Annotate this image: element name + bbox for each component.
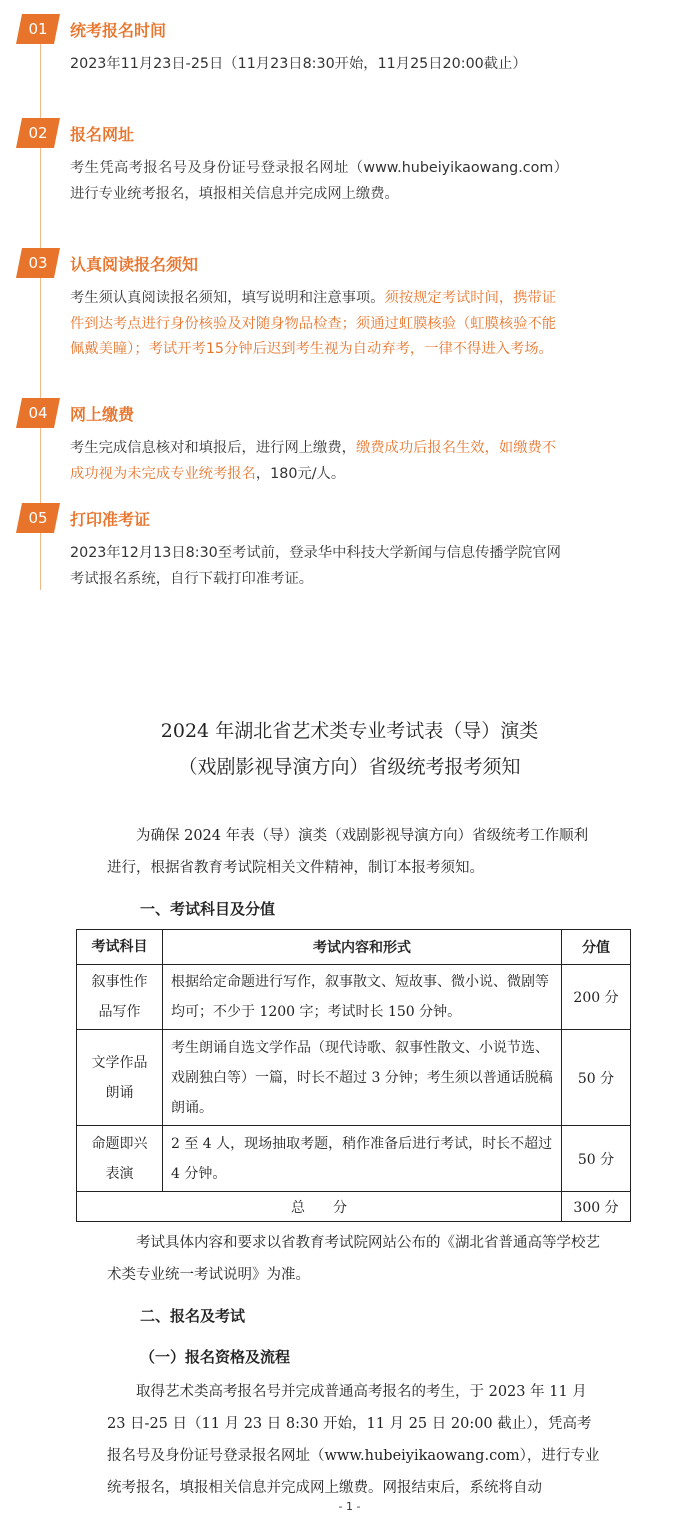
table-header-cell: 分值 [562, 930, 631, 965]
page-number: - 1 - [338, 1500, 361, 1513]
body-text: 考生凭高考报名号及身份证号登录报名网址（www.hubeiyikaowang.com）进行专业统考报名，填报相关信息并完成网上缴费。 [70, 160, 568, 202]
step-title: 认真阅读报名须知 [70, 255, 199, 274]
doc-title-line1: 2024 年湖北省艺术类专业考试表（导）演类 [160, 720, 539, 742]
body-paragraph: 取得艺术类高考报名号并完成普通高考报名的考生，于 2023 年 11 月 23 日-25 日（11 月 23 日 8:30 开始，11 月 25 日 20:00 截止），凭高考报名号及身份证号登录报名网址（www.hubeiyikaowang.com），进行专业统考报名，填报相关信息并完成网上缴费。网报结束后，系统将自动 [107, 1384, 600, 1496]
step-number-badge [16, 118, 60, 148]
highlighted-text: 须按规定考试时间，携带证件到达考点进行身份核验及对随身物品检查；须通过虹膜核验（虹膜核验不能佩戴美瞳）；考试开考15分钟后迟到考生视为自动弃考，一律不得进入考场。 [70, 290, 557, 357]
subject-cell: 文学作品朗诵 [77, 1030, 163, 1126]
content-cell: 根据给定命题进行写作，叙事散文、短故事、微小说、微剧等均可；不少于 1200 字；考试时长 150 分钟。 [163, 965, 562, 1030]
step-title: 打印准考证 [70, 510, 151, 529]
step-title: 统考报名时间 [70, 21, 167, 40]
section1-heading: 一、考试科目及分值 [140, 900, 276, 918]
step-body [70, 436, 568, 487]
timeline-section [0, 0, 699, 600]
table-header-cell: 考试科目 [77, 930, 163, 965]
body-text: 考生须认真阅读报名须知，填写说明和注意事项。 [70, 290, 385, 306]
step-number: 05 [28, 509, 48, 527]
total-value: 300 分 [562, 1192, 631, 1222]
step-number-badge [16, 503, 60, 533]
intro-paragraph: 为确保 2024 年表（导）演类（戏剧影视导演方向）省级统考工作顺利进行，根据省教育考试院相关文件精神，制订本报考须知。 [107, 828, 589, 876]
step-body [70, 541, 568, 592]
table-header-cell: 考试内容和形式 [163, 930, 562, 965]
step-body [70, 52, 568, 78]
content-cell: 2 至 4 人，现场抽取考题，稍作准备后进行考试，时长不超过 4 分钟。 [163, 1126, 562, 1192]
section2-heading: 二、报名及考试 [140, 1307, 246, 1325]
total-label: 总 分 [77, 1192, 562, 1222]
step-number-badge [16, 14, 60, 44]
body-text: 2023年12月13日8:30至考试前，登录华中科技大学新闻与信息传播学院官网考试报名系统，自行下载打印准考证。 [70, 545, 561, 587]
table-row [77, 1030, 631, 1126]
table-total-row [77, 1192, 631, 1222]
score-cell: 200 分 [562, 965, 631, 1030]
step-number-badge [16, 398, 60, 428]
score-table [76, 929, 631, 1222]
doc-title-line2: （戏剧影视导演方向）省级统考报考须知 [178, 756, 521, 778]
subject-cell: 叙事性作品写作 [77, 965, 163, 1030]
step-title: 报名网址 [70, 125, 135, 144]
step-number: 03 [28, 254, 48, 272]
step-number: 02 [28, 124, 48, 142]
note-paragraph: 考试具体内容和要求以省教育考试院网站公布的《湖北省普通高等学校艺术类专业统一考试说明》为准。 [107, 1235, 600, 1283]
content-cell: 考生朗诵自选文学作品（现代诗歌、叙事性散文、小说节选、戏剧独白等）一篇，时长不超过 3 分钟；考生须以普通话脱稿朗诵。 [163, 1030, 562, 1126]
table-header-row [77, 930, 631, 965]
score-cell: 50 分 [562, 1030, 631, 1126]
table-row [77, 1126, 631, 1192]
subject-cell: 命题即兴表演 [77, 1126, 163, 1192]
step-number: 01 [28, 20, 48, 38]
score-cell: 50 分 [562, 1126, 631, 1192]
step-number: 04 [28, 404, 48, 422]
step-body [70, 286, 568, 363]
body-text: 2023年11月23日-25日（11月23日8:30开始，11月25日20:00截止） [70, 56, 527, 72]
table-row [77, 965, 631, 1030]
subsection-heading: （一）报名资格及流程 [140, 1348, 291, 1366]
step-number-badge [16, 248, 60, 278]
body-text: 考生完成信息核对和填报后，进行网上缴费， [70, 440, 356, 456]
body-text: ，180元/人。 [255, 465, 346, 482]
highlighted-text: 缴费成功后报名生效，如缴费不成功视为未完成专业统考报名 [70, 440, 557, 482]
step-title: 网上缴费 [70, 405, 135, 424]
step-body [70, 156, 568, 207]
